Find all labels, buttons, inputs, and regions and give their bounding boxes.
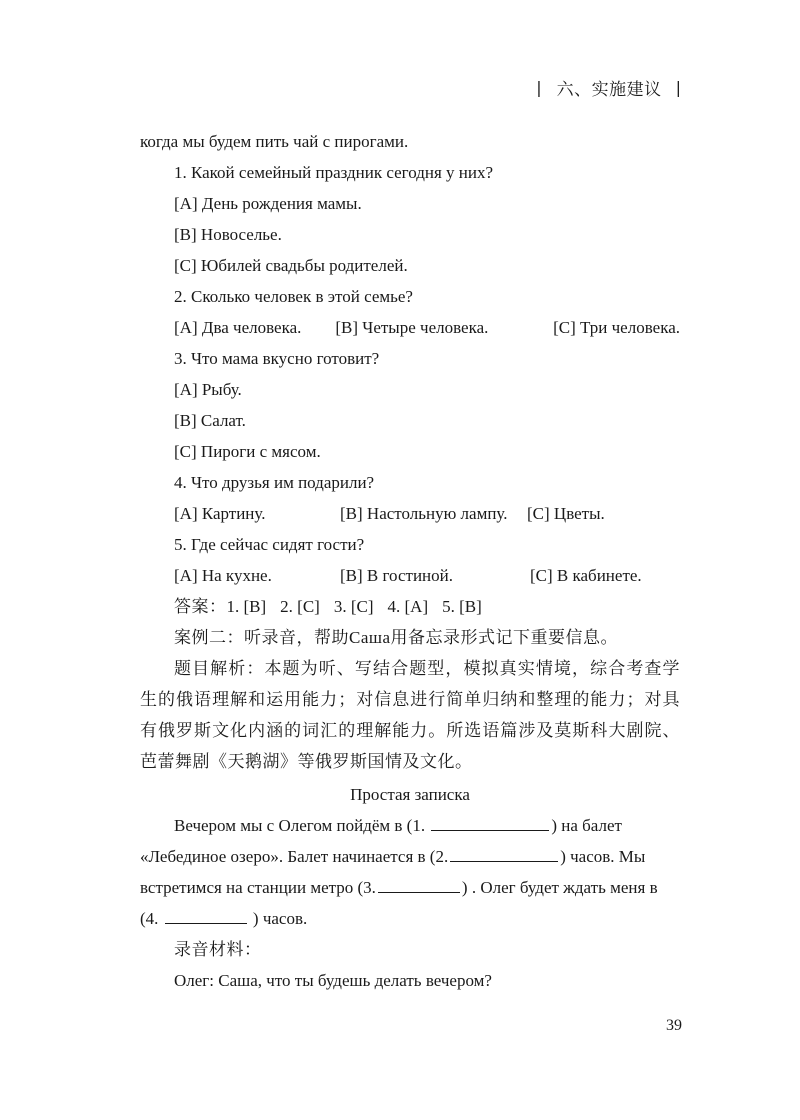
note-text: ) часов.: [248, 909, 308, 928]
option-1a: [A] День рождения мамы.: [174, 194, 362, 213]
options-4: [140, 498, 680, 529]
note-text: ) на балет: [551, 816, 622, 835]
options-2: [140, 312, 680, 343]
option-5b: [B] В гостиной.: [340, 566, 453, 585]
blank-3[interactable]: [378, 876, 460, 893]
option-2a: [A] Два человека.: [174, 318, 302, 337]
option-4b: [B] Настольную лампу.: [340, 504, 508, 523]
option-1c: [C] Юбилей свадьбы родителей.: [174, 256, 408, 275]
answer-item: 5. [B]: [442, 597, 482, 616]
answers-label: 答案：: [174, 597, 227, 616]
running-header: [536, 75, 682, 100]
option-4a: [A] Картину.: [174, 504, 266, 523]
answers-line: [140, 591, 680, 622]
note-text: «Лебединое озеро». Балет начинается в (2.: [140, 847, 449, 866]
dialog-line-1: Олег: Саша, что ты будешь делать вечером?: [174, 971, 492, 990]
option-3a: [A] Рыбу.: [174, 380, 242, 399]
note-line-3: [140, 872, 680, 903]
answer-item: 4. [A]: [387, 597, 429, 616]
answer-item: 2. [C]: [280, 597, 320, 616]
question-3: 3. Что мама вкусно готовит?: [174, 349, 380, 368]
answer-item: 1. [B]: [226, 597, 267, 616]
note-text: ) . Олег будет ждать меня в: [461, 878, 658, 897]
option-3c: [C] Пироги с мясом.: [174, 442, 321, 461]
note-line-1: [140, 810, 680, 841]
header-left-bar: |: [536, 78, 543, 97]
option-2c: [C] Три человека.: [553, 318, 680, 337]
option-5c: [C] В кабинете.: [530, 566, 642, 585]
blank-2[interactable]: [450, 845, 558, 862]
option-2b: [B] Четыре человека.: [335, 318, 489, 337]
question-1: 1. Какой семейный праздник сегодня у них?: [174, 163, 494, 182]
note-text: ) часов. Мы: [560, 847, 646, 866]
question-5: 5. Где сейчас сидят гости?: [174, 535, 365, 554]
text-line: когда мы будем пить чай с пирогами.: [140, 132, 409, 151]
note-text: Вечером мы с Олегом пойдём в (1.: [174, 816, 430, 835]
blank-1[interactable]: [431, 814, 549, 831]
case-two-heading: 案例二：听录音，帮助Саша用备忘录形式记下重要信息。: [174, 628, 619, 647]
note-text: (4.: [140, 909, 163, 928]
blank-4[interactable]: [165, 907, 247, 924]
material-label: 录音材料：: [174, 940, 262, 959]
note-line-4: [140, 903, 680, 934]
question-2: 2. Сколько человек в этой семье?: [174, 287, 413, 306]
options-5: [140, 560, 680, 591]
header-title: 六、实施建议: [556, 80, 662, 99]
note-title: Простая записка: [350, 785, 470, 804]
page-body: [140, 126, 680, 996]
analysis-paragraph: 题目解析：本题为听、写结合题型，模拟真实情境，综合考查学生的俄语理解和运用能力；对信息进行简单归纳和整理的能力；对具有俄罗斯文化内涵的词汇的理解能力。所选语篇涉及莫斯科大剧院、芭蕾舞剧《天鹅湖》等俄罗斯国情及文化。: [140, 659, 680, 771]
option-5a: [A] На кухне.: [174, 566, 272, 585]
note-text: встретимся на станции метро (3.: [140, 878, 376, 897]
option-4c: [C] Цветы.: [527, 504, 605, 523]
option-3b: [B] Салат.: [174, 411, 246, 430]
header-right-bar: |: [675, 78, 682, 97]
page-number: 39: [666, 1017, 682, 1034]
question-4: 4. Что друзья им подарили?: [174, 473, 375, 492]
option-1b: [B] Новоселье.: [174, 225, 282, 244]
note-line-2: [140, 841, 680, 872]
answer-item: 3. [C]: [333, 597, 374, 616]
